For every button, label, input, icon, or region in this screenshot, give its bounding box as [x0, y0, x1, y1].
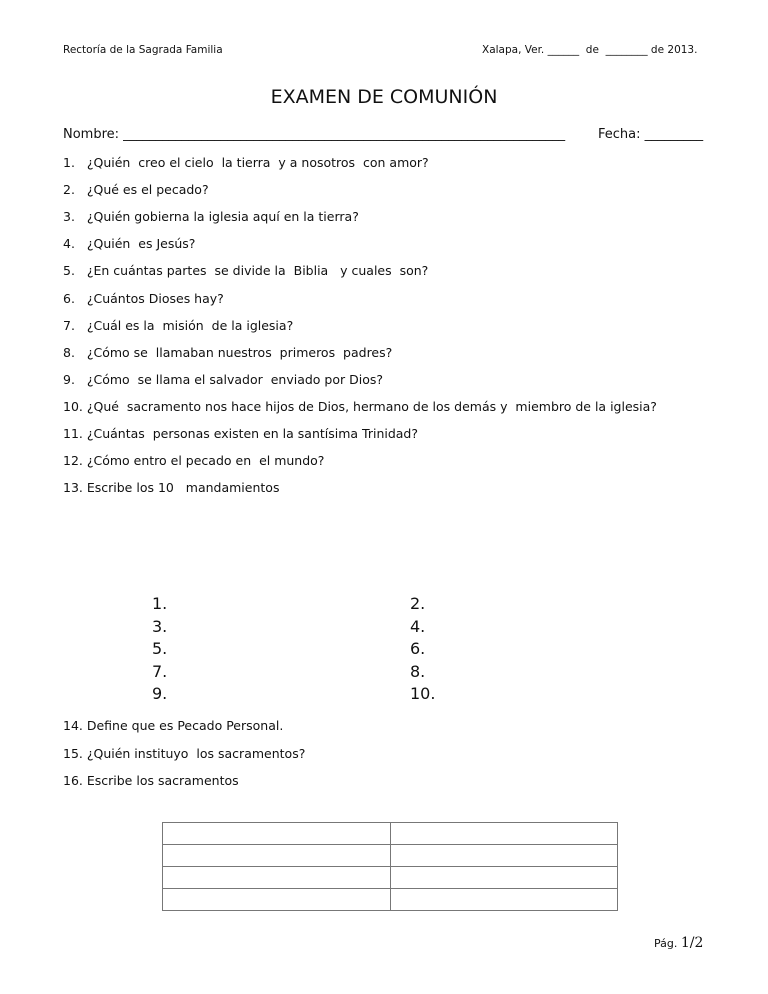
date-field: Fecha: _________	[598, 127, 704, 142]
table-cell	[390, 867, 618, 889]
table-cell	[390, 889, 618, 911]
page-number	[654, 935, 703, 951]
question-item: 7. ¿Cuál es la misión de la iglesia?	[63, 317, 294, 333]
question-item: 4. ¿Quién es Jesús?	[63, 236, 196, 252]
commandment-line: 5.	[152, 639, 168, 658]
commandment-line: 1.	[152, 594, 168, 613]
question-item: 1. ¿Quién creo el cielo la tierra y a nosotros con amor?	[63, 155, 429, 170]
commandment-line: 8.	[410, 661, 426, 681]
commandment-line: 2.	[410, 594, 426, 613]
table-cell	[163, 889, 391, 911]
commandment-line: 6.	[410, 639, 426, 658]
commandment-line: 9.	[152, 684, 168, 703]
page-value: 1/2	[680, 935, 704, 951]
question-item: 11. ¿Cuántas personas existen en la santísima Trinidad?	[63, 426, 418, 441]
commandment-line: 4.	[410, 616, 426, 636]
question-item: 10. ¿Qué sacramento nos hace hijos de Dios, hermano de los demás y miembro de la iglesia?	[63, 398, 657, 414]
table-cell	[390, 823, 618, 845]
question-item: 3. ¿Quién gobierna la iglesia aquí en la tierra?	[63, 209, 359, 225]
question-item: 5. ¿En cuántas partes se divide la Biblia y cuales son?	[63, 263, 429, 279]
commandment-line: 7.	[152, 661, 168, 681]
table-cell	[163, 845, 391, 867]
header-place-date: Xalapa, Ver. ______ de ________ de 2013.	[482, 44, 698, 56]
question-item: 9. ¿Cómo se llama el salvador enviado por Dios?	[63, 371, 384, 387]
name-field: Nombre: ____________________________________________________________________	[63, 127, 566, 142]
question-item: 8. ¿Cómo se llamaban nuestros primeros padres?	[63, 344, 393, 360]
question-item: 2. ¿Qué es el pecado?	[63, 182, 209, 198]
sacraments-table	[162, 822, 618, 911]
header-parish: Rectoría de la Sagrada Familia	[63, 44, 223, 56]
question-item: 15. ¿Quién instituyo los sacramentos?	[63, 745, 306, 761]
question-item: 16. Escribe los sacramentos	[63, 773, 239, 788]
question-item: 12. ¿Cómo entro el pecado en el mundo?	[63, 453, 325, 469]
commandment-line: 3.	[152, 616, 168, 636]
question-item: 13. Escribe los 10 mandamientos	[63, 480, 280, 496]
question-item: 14. Define que es Pecado Personal.	[63, 718, 284, 733]
table-cell	[163, 823, 391, 845]
question-item: 6. ¿Cuántos Dioses hay?	[63, 290, 224, 306]
table-cell	[163, 867, 391, 889]
table-cell	[390, 845, 618, 867]
commandment-line: 10.	[410, 684, 436, 703]
page-label: Pág.	[654, 937, 678, 950]
page-title: EXAMEN DE COMUNIÓN	[270, 86, 498, 108]
